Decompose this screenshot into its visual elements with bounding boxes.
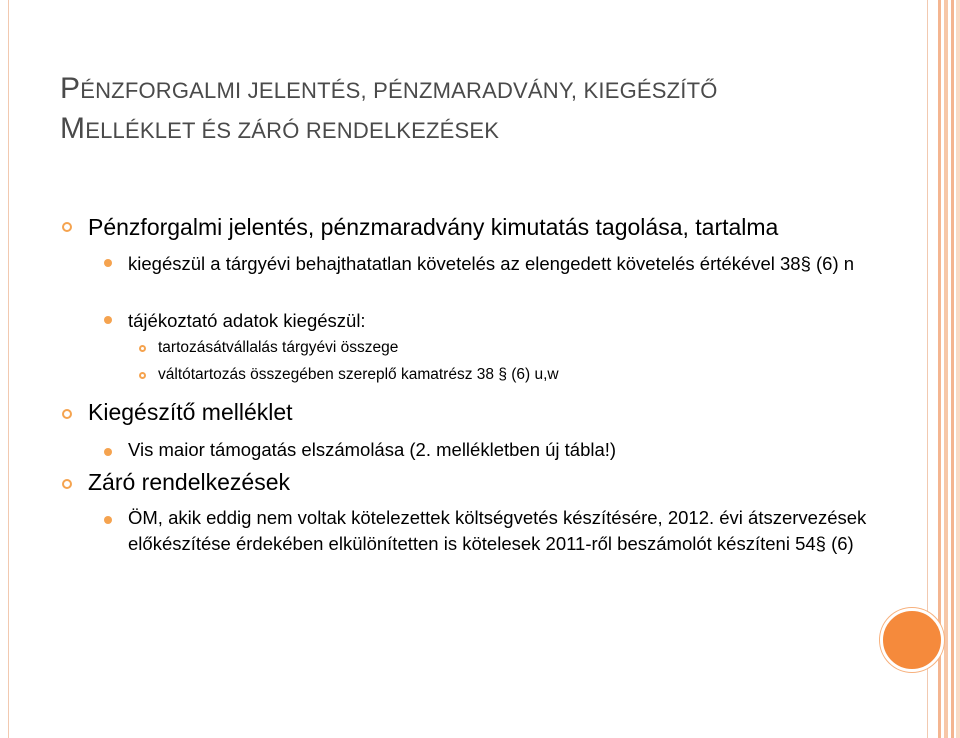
bullet-level2-icon [104,316,112,324]
bullet-level2-icon [104,516,112,524]
bullet-level2: kiegészül a tárgyévi behajthatatlan követelés az elengedett követelés értékével 38§ (6) n [128,253,855,274]
title-line-2-rest: ELLÉKLET ÉS ZÁRÓ RENDELKEZÉSEK [85,118,500,143]
bullet-level2: tájékoztató adatok kiegészül: [128,310,366,331]
bullet-level2-icon [104,448,112,456]
bullet-level3-icon [139,345,146,352]
bullet-level1: Záró rendelkezések [88,469,290,495]
bullet-level3: tartozásátvállalás tárgyévi összege [158,339,399,356]
title-line-2-cap: M [60,112,86,145]
bullet-level1: Kiegészítő melléklet [88,399,293,425]
bullet-level3: váltótartozás összegében szereplő kamatrész 38 § (6) u,w [158,366,559,383]
bullet-level2: Vis maior támogatás elszámolása (2. mellékletben új tábla!) [128,439,617,460]
bullet-level3-icon [139,372,146,379]
bullet-level2: ÖM, akik eddig nem voltak kötelezettek költségvetés készítésére, 2012. évi átszervezések előkészítése érdekében elkülönítetten is kötelesek 2011-ről beszámolót készíteni 54§ (6) [128,507,867,554]
bullet-level1: Pénzforgalmi jelentés, pénzmaradvány kimutatás tagolása, tartalma [88,214,779,240]
bullet-level1-icon [62,222,72,232]
bullet-level1-icon [62,409,72,419]
bullet-level1-icon [62,479,72,489]
title-line-1-rest: ÉNZFORGALMI JELENTÉS, PÉNZMARADVÁNY, KIEGÉSZÍTŐ [80,78,718,103]
title-line-1-cap: P [60,72,81,105]
bullet-level2-icon [104,259,112,267]
